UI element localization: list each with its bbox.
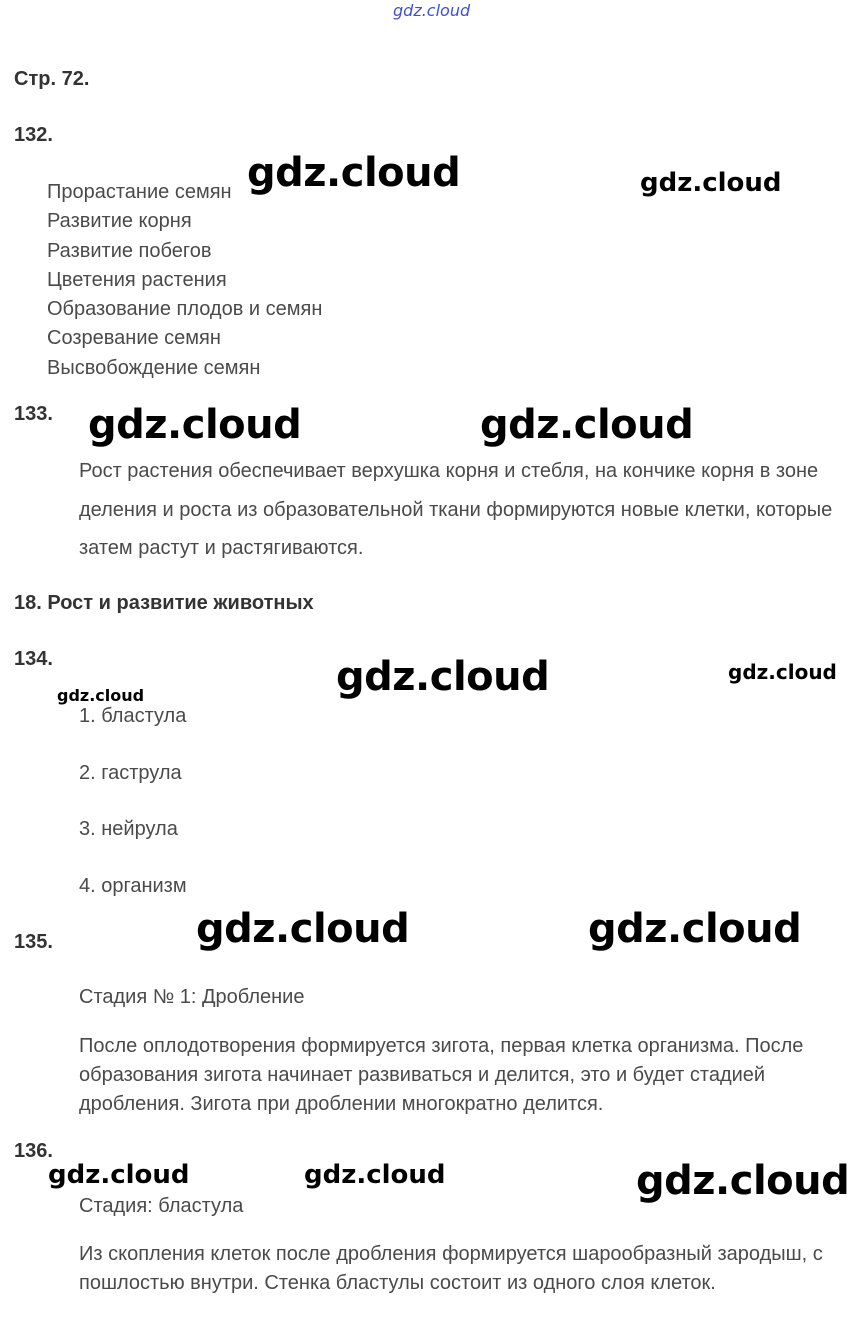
task-132-list bbox=[47, 178, 322, 383]
watermark-top: gdz.cloud bbox=[393, 1, 471, 20]
watermark: gdz.cloud bbox=[636, 1158, 850, 1204]
watermark: gdz.cloud bbox=[48, 1160, 190, 1190]
task-136-stage: Стадия: бластула bbox=[79, 1195, 244, 1217]
task-132-number: 132. bbox=[14, 124, 53, 146]
watermark: gdz.cloud bbox=[480, 402, 694, 448]
list-item: 2. гаструла bbox=[79, 761, 182, 784]
list-item: Цветения растения bbox=[47, 268, 227, 291]
watermark: gdz.cloud bbox=[640, 168, 782, 198]
list-item: Развитие побегов bbox=[47, 239, 212, 262]
list-item: Прорастание семян bbox=[47, 181, 232, 203]
list-item: 1. бластула bbox=[79, 705, 187, 727]
list-item: Созревание семян bbox=[47, 327, 221, 350]
task-133-text: Рост растения обеспечивает верхушка корня и стебля, на кончике корня в зоне деления и роста из образовательной ткани формируются новые клетки, которые затем растут и растягиваются. bbox=[79, 460, 833, 559]
list-item: 4. организм bbox=[79, 874, 187, 897]
list-item: Образование плодов и семян bbox=[47, 298, 323, 321]
task-134-number: 134. bbox=[14, 648, 53, 670]
task-133-number: 133. bbox=[14, 403, 53, 425]
watermark: gdz.cloud bbox=[88, 402, 302, 448]
watermark: gdz.cloud bbox=[196, 906, 410, 952]
watermark: gdz.cloud bbox=[728, 660, 837, 684]
task-136-number: 136. bbox=[14, 1140, 53, 1162]
list-item: Высвобождение семян bbox=[47, 356, 261, 379]
list-item: 3. нейрула bbox=[79, 818, 178, 840]
page-label: Стр. 72. bbox=[14, 68, 90, 90]
watermark: gdz.cloud bbox=[247, 150, 461, 196]
watermark: gdz.cloud bbox=[588, 906, 802, 952]
list-item: Развитие корня bbox=[47, 210, 192, 233]
task-135-text: После оплодотворения формируется зигота, первая клетка организма. После образования зигота начинает развиваться и делится, это и будет стадией дробления. Зигота при дроблении многократно делится. bbox=[79, 1035, 804, 1115]
section-title: 18. Рост и развитие животных bbox=[14, 592, 314, 614]
watermark: gdz.cloud bbox=[336, 654, 550, 700]
task-135-number: 135. bbox=[14, 931, 53, 953]
watermark: gdz.cloud bbox=[57, 686, 145, 705]
watermark: gdz.cloud bbox=[304, 1160, 446, 1190]
task-136-text: Из скопления клеток после дробления формируется шарообразный зародыш, с пошлостью внутри. Стенка бластулы состоит из одного слоя клеток. bbox=[79, 1243, 823, 1294]
task-134-list bbox=[79, 701, 187, 927]
task-135-stage: Стадия № 1: Дробление bbox=[79, 986, 305, 1008]
